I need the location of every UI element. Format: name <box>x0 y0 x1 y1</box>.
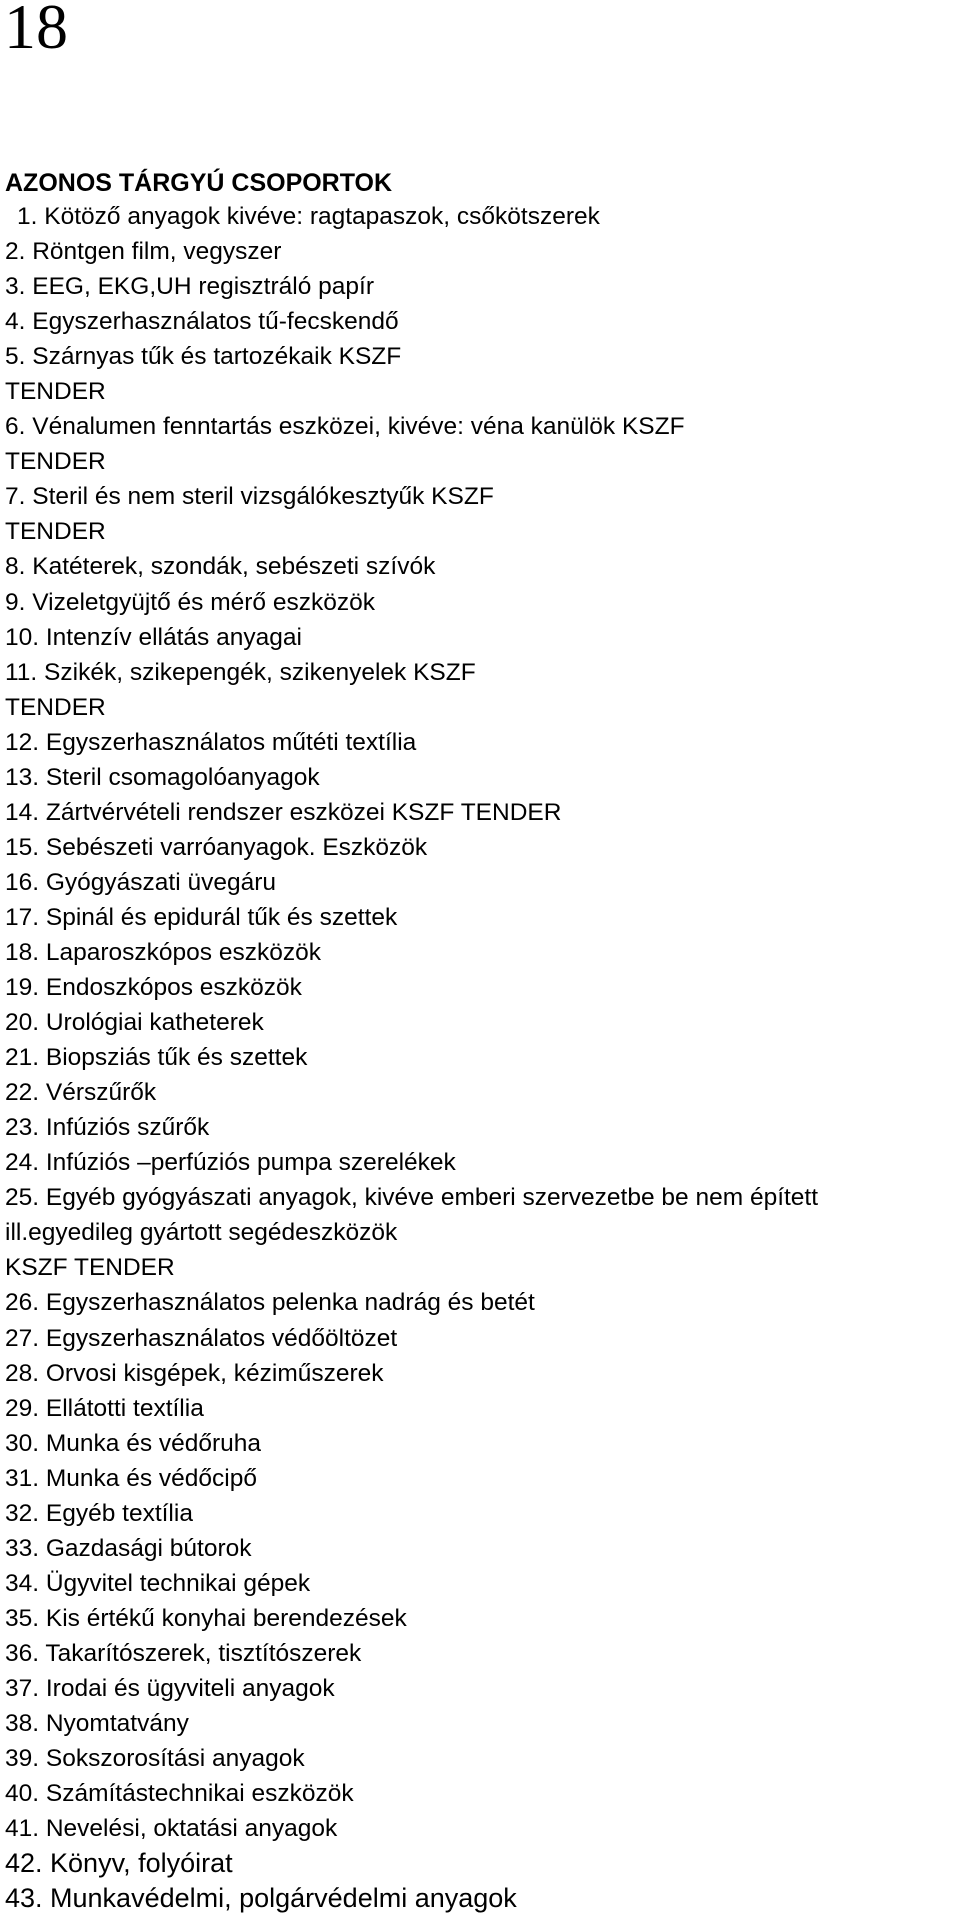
page-number: 18 <box>4 0 68 62</box>
list-item: 33. Gazdasági bútorok <box>5 1534 252 1562</box>
list-item: 32. Egyéb textília <box>5 1499 193 1527</box>
list-item: 8. Katéterek, szondák, sebészeti szívók <box>5 553 436 581</box>
list-item: 12. Egyszerhasználatos műtéti textília <box>5 728 417 756</box>
list-item: 3. EEG, EKG,UH regisztráló papír <box>5 273 374 301</box>
list-item: 28. Orvosi kisgépek, kéziműszerek <box>5 1359 384 1387</box>
list-item: 31. Munka és védőcipő <box>5 1464 257 1492</box>
list-item: 22. Vérszűrők <box>5 1079 157 1107</box>
list-item: TENDER <box>5 693 106 721</box>
list-item: 14. Zártvérvételi rendszer eszközei KSZF TENDER <box>5 798 562 826</box>
list-item: 42. Könyv, folyóirat <box>5 1848 233 1879</box>
list-item: 29. Ellátotti textília <box>5 1394 204 1422</box>
list-item: 24. Infúziós –perfúziós pumpa szerelékek <box>5 1149 456 1177</box>
list-item: 19. Endoszkópos eszközök <box>5 974 302 1002</box>
list-item: 17. Spinál és epidurál tűk és szettek <box>5 903 398 931</box>
list-item: 1. Kötöző anyagok kivéve: ragtapaszok, csőkötszerek <box>17 203 600 230</box>
list-item: 30. Munka és védőruha <box>5 1429 262 1457</box>
list-item: 4. Egyszerhasználatos tű-fecskendő <box>5 308 399 336</box>
section-title: AZONOS TÁRGYÚ CSOPORTOK <box>5 169 393 197</box>
list-item: 43. Munkavédelmi, polgárvédelmi anyagok <box>5 1883 517 1914</box>
list-item: 36. Takarítószerek, tisztítószerek <box>5 1639 362 1667</box>
list-item: 37. Irodai és ügyviteli anyagok <box>5 1674 335 1702</box>
list-item: 38. Nyomtatvány <box>5 1710 189 1738</box>
list-item: 39. Sokszorosítási anyagok <box>5 1745 305 1773</box>
list-item: 10. Intenzív ellátás anyagai <box>5 623 302 651</box>
list-item: 35. Kis értékű konyhai berendezések <box>5 1604 407 1632</box>
group-list <box>5 199 818 1916</box>
list-item: ill.egyedileg gyártott segédeszközök <box>5 1219 398 1247</box>
list-item: 25. Egyéb gyógyászati anyagok, kivéve emberi szervezetbe be nem épített <box>5 1184 819 1212</box>
list-item: 21. Biopsziás tűk és szettek <box>5 1044 308 1072</box>
list-item: 9. Vizeletgyüjtő és mérő eszközök <box>5 588 375 616</box>
list-item: TENDER <box>5 518 106 546</box>
list-item: 7. Steril és nem steril vizsgálókesztyűk KSZF <box>5 483 494 511</box>
list-item: 41. Nevelési, oktatási anyagok <box>5 1815 338 1843</box>
list-item: 23. Infúziós szűrők <box>5 1114 210 1142</box>
list-item: 15. Sebészeti varróanyagok. Eszközök <box>5 833 428 861</box>
list-item: 2. Röntgen film, vegyszer <box>5 238 282 266</box>
list-item: 27. Egyszerhasználatos védőöltözet <box>5 1324 398 1352</box>
list-item: 18. Laparoszkópos eszközök <box>5 938 321 966</box>
list-item: 20. Urológiai katheterek <box>5 1009 264 1037</box>
list-item: 16. Gyógyászati üvegáru <box>5 868 277 896</box>
list-item: 13. Steril csomagolóanyagok <box>5 763 320 791</box>
list-item: TENDER <box>5 378 106 406</box>
list-item: 34. Ügyvitel technikai gépek <box>5 1569 311 1597</box>
list-item: 40. Számítástechnikai eszközök <box>5 1780 354 1808</box>
list-item: 26. Egyszerhasználatos pelenka nadrág és betét <box>5 1289 535 1317</box>
list-item: TENDER <box>5 448 106 476</box>
list-item: 6. Vénalumen fenntartás eszközei, kivéve: véna kanülök KSZF <box>5 413 685 441</box>
list-item: 5. Szárnyas tűk és tartozékaik KSZF <box>5 343 402 371</box>
list-item: KSZF TENDER <box>5 1254 175 1282</box>
list-item: 11. Szikék, szikepengék, szikenyelek KSZF <box>5 658 476 686</box>
